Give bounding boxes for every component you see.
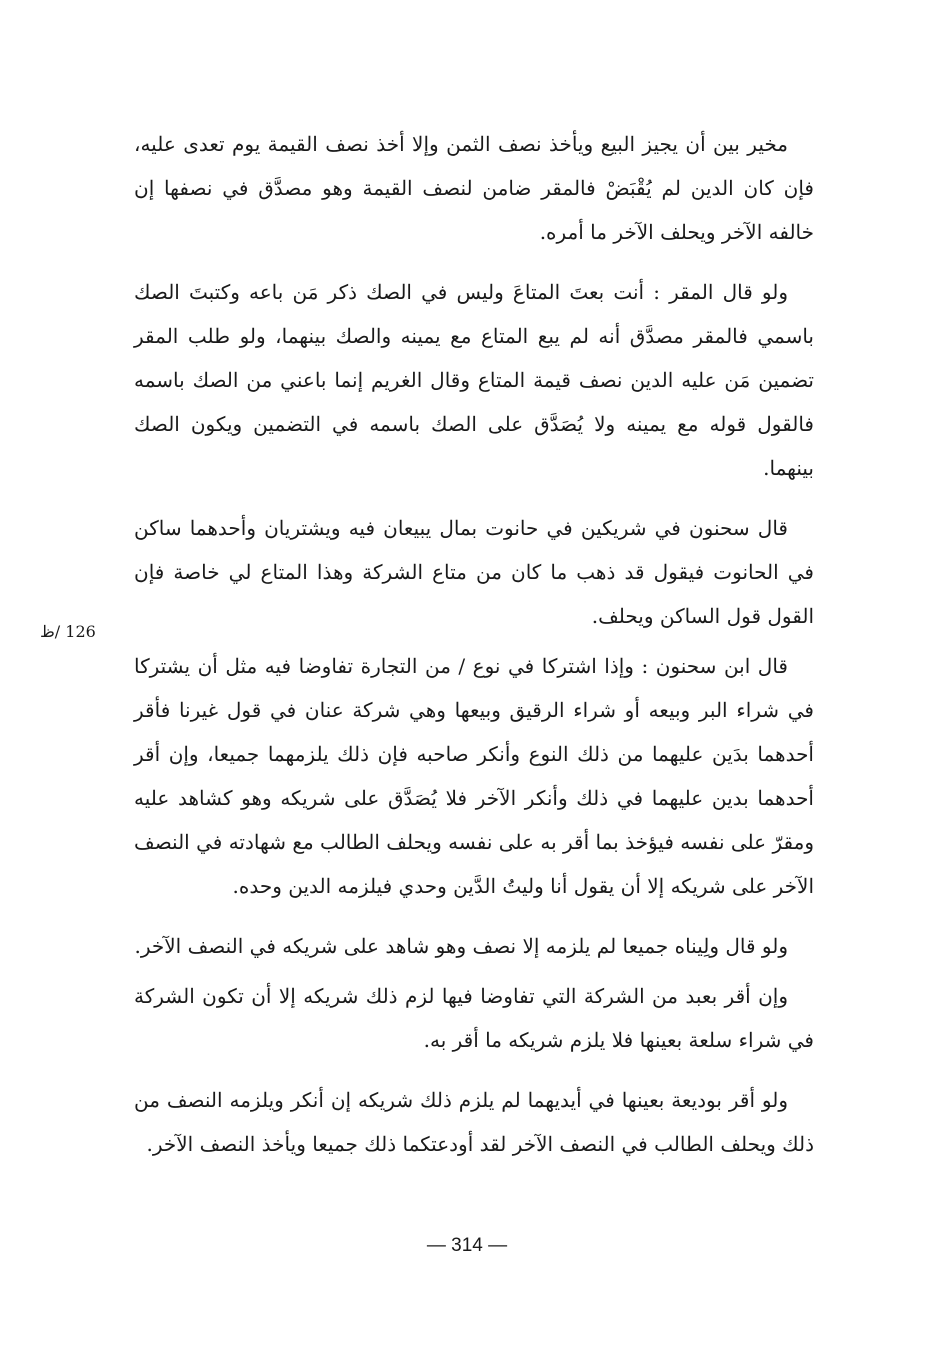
paragraph-5: ولو قال ولِيناه جميعا لم يلزمه إلا نصف وهو شاهد على شريكه في النصف الآخر. bbox=[134, 934, 788, 958]
paragraph-2: ولو قال المقر : أنت بعتَ المتاعَ وليس في الصك ذكر مَن باعه وكتبتَ الصك باسمي فالمقر مصدَّق أنه لم يبع المتاع مع يمينه والصك بينهما، ولو طلب المقر تضمين مَن عليه الدين نصف قيمة المتاع وقال الغريم إنما باعني من الصك باسمه فالقول قوله مع يمينه ولا يُصَدَّق على الصك باسمه في التضمين ويكون الصك بينهما. bbox=[134, 280, 814, 480]
paragraph-7: ولو أقر بوديعة بعينها في أيديهما لم يلزم ذلك شريكه إن أنكر ويلزمه النصف من ذلك ويحلف الطالب في النصف الآخر لقد أودعتكما ذلك جميعا ويأخذ النصف الآخر. bbox=[134, 1088, 814, 1156]
paragraph-4: قال ابن سحنون : وإذا اشتركا في نوع / من التجارة تفاوضا فيه مثل أن يشتركا في شراء البر وبيعه أو شراء الرقيق وبيعها وهي شركة عنان في قول غيرنا فأقر أحدهما بدَين عليهما من ذلك النوع وأنكر صاحبه فإن ذلك يلزمهما جميعا، وإن أقر أحدهما بدين عليهما في ذلك وأنكر الآخر فلا يُصَدَّق على شريكه وهو كشاهد عليه ومقرّ على نفسه فيؤخذ بما أقر به على نفسه ويحلف الطالب مع شهادته في النصف الآخر على شريكه إلا أن يقول أنا وليتُ الدَّين وحدي فيلزمه الدين وحده. bbox=[134, 654, 814, 898]
paragraph-6: وإن أقر بعبد من الشركة التي تفاوضا فيها لزم ذلك شريكه إلا أن تكون الشركة في شراء سلعة بعينها فلا يلزم شريكه ما أقر به. bbox=[134, 984, 814, 1052]
folio-margin-note: 126 /ظ bbox=[40, 622, 96, 641]
page-number: — 314 — bbox=[426, 1235, 508, 1256]
paragraph-3: قال سحنون في شريكين في حانوت بمال يبيعان فيه ويشتريان وأحدهما ساكن في الحانوت فيقول قد ذهب ما كان من متاع الشركة وهذا المتاع لي خاصة فإن القول قول الساكن ويحلف. bbox=[134, 516, 814, 628]
body-text bbox=[134, 122, 814, 1182]
paragraph-1: مخير بين أن يجيز البيع ويأخذ نصف الثمن وإلا أخذ نصف القيمة يوم تعدى عليه، فإن كان الدين لم يُقْبَضْ فالمقر ضامن لنصف القيمة وهو مصدَّق في نصفها إن خالفه الآخر ويحلف الآخر ما أمره. bbox=[134, 132, 814, 244]
